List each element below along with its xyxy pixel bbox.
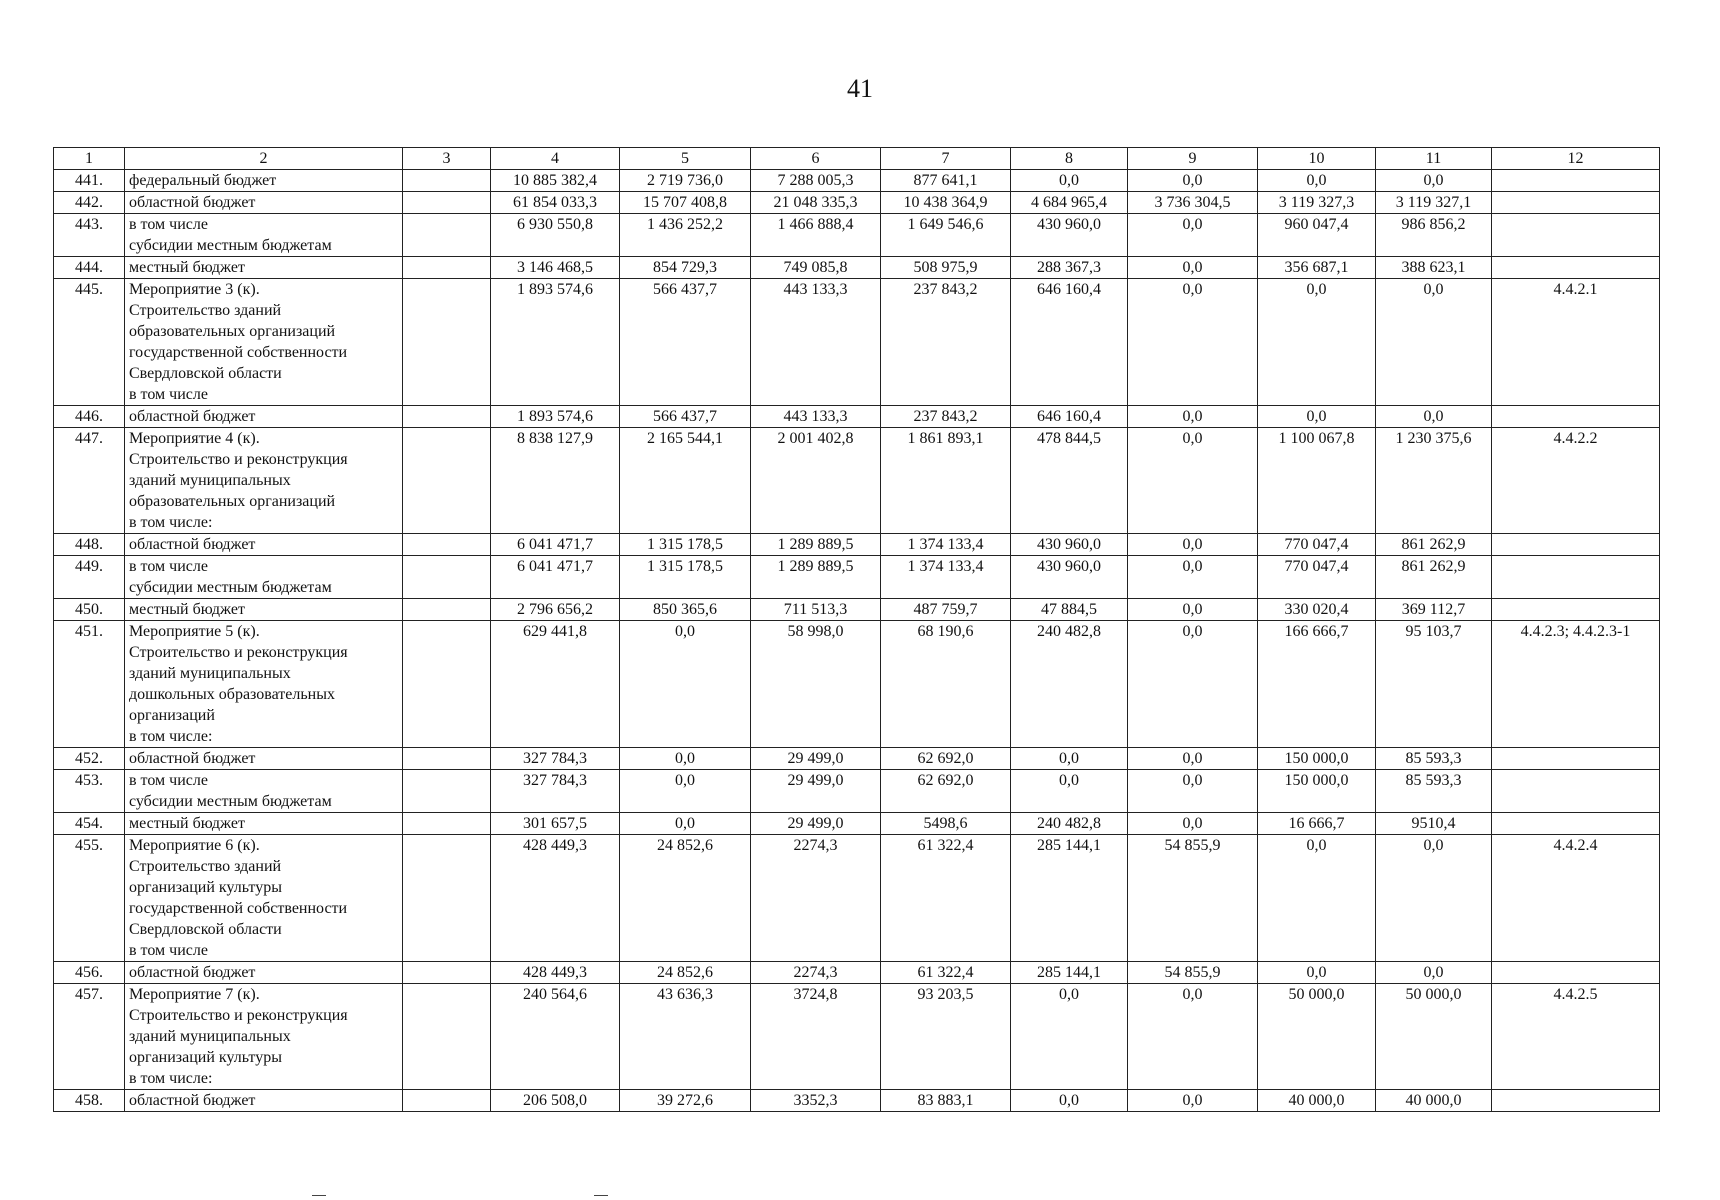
row-value: 428 449,3 — [491, 962, 620, 984]
row-col3 — [403, 1090, 491, 1112]
row-name — [125, 279, 403, 406]
row-value: 877 641,1 — [881, 170, 1011, 192]
row-value: 430 960,0 — [1011, 556, 1128, 599]
row-name-line: местный бюджет — [129, 601, 245, 618]
row-value: 0,0 — [1128, 599, 1258, 621]
row-name-line: в том числе — [129, 772, 208, 789]
column-header: 7 — [881, 148, 1011, 170]
row-number: 450. — [54, 599, 125, 621]
row-value: 960 047,4 — [1258, 214, 1376, 257]
row-number: 452. — [54, 748, 125, 770]
row-value: 3352,3 — [751, 1090, 881, 1112]
row-value: 0,0 — [1128, 748, 1258, 770]
row-value: 21 048 335,3 — [751, 192, 881, 214]
table-row — [54, 192, 1660, 214]
row-value: 1 649 546,6 — [881, 214, 1011, 257]
row-value: 0,0 — [1128, 406, 1258, 428]
row-number: 447. — [54, 428, 125, 534]
row-value: 2274,3 — [751, 835, 881, 962]
table-row — [54, 170, 1660, 192]
row-value: 749 085,8 — [751, 257, 881, 279]
row-value: 237 843,2 — [881, 279, 1011, 406]
row-col3 — [403, 621, 491, 748]
row-name-line: образовательных организаций — [129, 493, 336, 510]
row-value: 54 855,9 — [1128, 962, 1258, 984]
row-name-line: в том числе — [129, 386, 208, 403]
column-header: 12 — [1492, 148, 1660, 170]
row-col3 — [403, 835, 491, 962]
row-value: 0,0 — [620, 770, 751, 813]
row-name-line: зданий муниципальных — [129, 665, 291, 682]
row-name-line: областной бюджет — [129, 750, 256, 767]
row-value: 1 436 252,2 — [620, 214, 751, 257]
row-value: 327 784,3 — [491, 748, 620, 770]
table-row — [54, 770, 1660, 813]
column-header: 3 — [403, 148, 491, 170]
row-target: 4.4.2.2 — [1492, 428, 1660, 534]
row-value: 330 020,4 — [1258, 599, 1376, 621]
row-value: 40 000,0 — [1376, 1090, 1492, 1112]
row-target: 4.4.2.5 — [1492, 984, 1660, 1090]
row-value: 240 482,8 — [1011, 813, 1128, 835]
row-name-line: в том числе: — [129, 1070, 213, 1087]
row-value: 237 843,2 — [881, 406, 1011, 428]
row-name — [125, 770, 403, 813]
row-name — [125, 599, 403, 621]
row-value: 0,0 — [1011, 1090, 1128, 1112]
row-number: 444. — [54, 257, 125, 279]
row-value: 0,0 — [1128, 621, 1258, 748]
table-row — [54, 813, 1660, 835]
row-value: 861 262,9 — [1376, 556, 1492, 599]
row-name-line: в том числе — [129, 942, 208, 959]
row-value: 0,0 — [1128, 257, 1258, 279]
row-col3 — [403, 984, 491, 1090]
page-number: 41 — [847, 74, 873, 103]
row-name-line: субсидии местным бюджетам — [129, 579, 332, 596]
row-value: 6 041 471,7 — [491, 556, 620, 599]
row-col3 — [403, 192, 491, 214]
row-number: 456. — [54, 962, 125, 984]
table-row — [54, 279, 1660, 406]
row-name — [125, 406, 403, 428]
row-value: 0,0 — [1128, 556, 1258, 599]
row-number: 451. — [54, 621, 125, 748]
row-value: 2 165 544,1 — [620, 428, 751, 534]
row-name-line: Мероприятие 7 (к). — [129, 986, 260, 1003]
row-value: 150 000,0 — [1258, 748, 1376, 770]
row-name — [125, 1090, 403, 1112]
row-name — [125, 257, 403, 279]
row-name — [125, 556, 403, 599]
row-name-line: федеральный бюджет — [129, 172, 277, 189]
row-value: 3724,8 — [751, 984, 881, 1090]
table-row — [54, 962, 1660, 984]
row-value: 1 315 178,5 — [620, 556, 751, 599]
row-number: 441. — [54, 170, 125, 192]
row-value: 0,0 — [1128, 1090, 1258, 1112]
row-value: 3 119 327,1 — [1376, 192, 1492, 214]
row-number: 443. — [54, 214, 125, 257]
row-name-line: Мероприятие 5 (к). — [129, 623, 260, 640]
row-name-line: Свердловской области — [129, 365, 282, 382]
row-value: 850 365,6 — [620, 599, 751, 621]
row-name-line: организаций — [129, 707, 215, 724]
row-value: 2 719 736,0 — [620, 170, 751, 192]
row-col3 — [403, 406, 491, 428]
row-name-line: областной бюджет — [129, 408, 256, 425]
row-value: 0,0 — [1376, 962, 1492, 984]
row-name-line: зданий муниципальных — [129, 472, 291, 489]
table-row — [54, 214, 1660, 257]
row-name-line: Мероприятие 3 (к). — [129, 281, 260, 298]
row-value: 301 657,5 — [491, 813, 620, 835]
row-value: 68 190,6 — [881, 621, 1011, 748]
row-value: 1 230 375,6 — [1376, 428, 1492, 534]
row-target: 4.4.2.4 — [1492, 835, 1660, 962]
row-value: 9510,4 — [1376, 813, 1492, 835]
row-col3 — [403, 599, 491, 621]
column-header: 5 — [620, 148, 751, 170]
row-name — [125, 748, 403, 770]
row-value: 0,0 — [1258, 962, 1376, 984]
row-col3 — [403, 170, 491, 192]
row-value: 0,0 — [1258, 406, 1376, 428]
column-header: 4 — [491, 148, 620, 170]
row-value: 6 041 471,7 — [491, 534, 620, 556]
row-value: 2274,3 — [751, 962, 881, 984]
row-value: 6 930 550,8 — [491, 214, 620, 257]
row-value: 62 692,0 — [881, 748, 1011, 770]
row-name-line: областной бюджет — [129, 964, 256, 981]
row-name-line: в том числе — [129, 216, 208, 233]
row-name — [125, 534, 403, 556]
row-target — [1492, 770, 1660, 813]
row-name — [125, 192, 403, 214]
row-name — [125, 984, 403, 1090]
footer-dash — [312, 1195, 326, 1196]
row-target — [1492, 406, 1660, 428]
row-name-line: Строительство зданий — [129, 858, 282, 875]
row-value: 2 001 402,8 — [751, 428, 881, 534]
row-name-line: Свердловской области — [129, 921, 282, 938]
row-target — [1492, 962, 1660, 984]
row-value: 0,0 — [1376, 170, 1492, 192]
column-header: 1 — [54, 148, 125, 170]
row-value: 646 160,4 — [1011, 406, 1128, 428]
row-value: 0,0 — [1128, 984, 1258, 1090]
row-value: 0,0 — [1258, 170, 1376, 192]
row-col3 — [403, 556, 491, 599]
footer-dash — [594, 1195, 608, 1196]
row-name-line: местный бюджет — [129, 259, 245, 276]
row-value: 0,0 — [1376, 835, 1492, 962]
row-value: 430 960,0 — [1011, 534, 1128, 556]
row-value: 566 437,7 — [620, 406, 751, 428]
row-value: 861 262,9 — [1376, 534, 1492, 556]
row-value: 0,0 — [1376, 406, 1492, 428]
row-value: 50 000,0 — [1376, 984, 1492, 1090]
row-value: 1 893 574,6 — [491, 406, 620, 428]
row-value: 5498,6 — [881, 813, 1011, 835]
row-value: 1 289 889,5 — [751, 534, 881, 556]
row-name-line: Мероприятие 4 (к). — [129, 430, 260, 447]
row-value: 369 112,7 — [1376, 599, 1492, 621]
row-value: 508 975,9 — [881, 257, 1011, 279]
row-value: 85 593,3 — [1376, 748, 1492, 770]
row-name-line: в том числе — [129, 558, 208, 575]
row-value: 15 707 408,8 — [620, 192, 751, 214]
row-value: 0,0 — [1258, 279, 1376, 406]
row-name-line: в том числе: — [129, 728, 213, 745]
table-row — [54, 257, 1660, 279]
table-row — [54, 1090, 1660, 1112]
row-value: 388 623,1 — [1376, 257, 1492, 279]
row-number: 448. — [54, 534, 125, 556]
row-value: 0,0 — [1011, 984, 1128, 1090]
row-value: 85 593,3 — [1376, 770, 1492, 813]
row-value: 7 288 005,3 — [751, 170, 881, 192]
row-number: 442. — [54, 192, 125, 214]
row-value: 0,0 — [1128, 214, 1258, 257]
row-value: 4 684 965,4 — [1011, 192, 1128, 214]
row-name-line: Мероприятие 6 (к). — [129, 837, 260, 854]
row-value: 854 729,3 — [620, 257, 751, 279]
row-value: 0,0 — [1128, 428, 1258, 534]
row-name-line: областной бюджет — [129, 194, 256, 211]
row-target: 4.4.2.1 — [1492, 279, 1660, 406]
table-row — [54, 556, 1660, 599]
row-value: 61 322,4 — [881, 835, 1011, 962]
row-value: 770 047,4 — [1258, 556, 1376, 599]
row-value: 3 736 304,5 — [1128, 192, 1258, 214]
row-value: 0,0 — [1128, 534, 1258, 556]
row-value: 566 437,7 — [620, 279, 751, 406]
row-value: 0,0 — [1128, 279, 1258, 406]
row-value: 1 374 133,4 — [881, 534, 1011, 556]
row-value: 3 119 327,3 — [1258, 192, 1376, 214]
row-value: 443 133,3 — [751, 406, 881, 428]
row-col3 — [403, 962, 491, 984]
row-value: 430 960,0 — [1011, 214, 1128, 257]
row-value: 327 784,3 — [491, 770, 620, 813]
row-value: 10 885 382,4 — [491, 170, 620, 192]
row-value: 1 861 893,1 — [881, 428, 1011, 534]
budget-table — [53, 147, 1660, 1112]
row-target — [1492, 257, 1660, 279]
row-target: 4.4.2.3; 4.4.2.3-1 — [1492, 621, 1660, 748]
row-col3 — [403, 428, 491, 534]
row-value: 54 855,9 — [1128, 835, 1258, 962]
row-name-line: Строительство и реконструкция — [129, 451, 348, 468]
row-name — [125, 428, 403, 534]
row-value: 50 000,0 — [1258, 984, 1376, 1090]
row-value: 288 367,3 — [1011, 257, 1128, 279]
table-row — [54, 428, 1660, 534]
row-value: 646 160,4 — [1011, 279, 1128, 406]
row-col3 — [403, 770, 491, 813]
row-name-line: областной бюджет — [129, 1092, 256, 1109]
row-value: 285 144,1 — [1011, 962, 1128, 984]
table-row — [54, 748, 1660, 770]
row-number: 453. — [54, 770, 125, 813]
row-value: 61 322,4 — [881, 962, 1011, 984]
row-value: 62 692,0 — [881, 770, 1011, 813]
row-value: 93 203,5 — [881, 984, 1011, 1090]
row-name-line: Строительство и реконструкция — [129, 1007, 348, 1024]
row-name — [125, 813, 403, 835]
row-value: 166 666,7 — [1258, 621, 1376, 748]
row-value: 10 438 364,9 — [881, 192, 1011, 214]
row-value: 47 884,5 — [1011, 599, 1128, 621]
column-header: 6 — [751, 148, 881, 170]
row-value: 1 289 889,5 — [751, 556, 881, 599]
row-name-line: дошкольных образовательных — [129, 686, 335, 703]
row-value: 29 499,0 — [751, 748, 881, 770]
row-name — [125, 835, 403, 962]
row-number: 457. — [54, 984, 125, 1090]
row-value: 0,0 — [620, 748, 751, 770]
row-number: 455. — [54, 835, 125, 962]
row-value: 1 374 133,4 — [881, 556, 1011, 599]
row-target — [1492, 748, 1660, 770]
row-value: 240 564,6 — [491, 984, 620, 1090]
row-name-line: организаций культуры — [129, 879, 282, 896]
column-header: 8 — [1011, 148, 1128, 170]
row-value: 95 103,7 — [1376, 621, 1492, 748]
row-value: 0,0 — [1128, 813, 1258, 835]
row-number: 446. — [54, 406, 125, 428]
row-name-line: в том числе: — [129, 514, 213, 531]
row-value: 16 666,7 — [1258, 813, 1376, 835]
table-row — [54, 984, 1660, 1090]
row-value: 629 441,8 — [491, 621, 620, 748]
table-row — [54, 621, 1660, 748]
row-value: 0,0 — [1258, 835, 1376, 962]
row-value: 3 146 468,5 — [491, 257, 620, 279]
row-value: 0,0 — [620, 621, 751, 748]
row-name — [125, 962, 403, 984]
row-value: 0,0 — [1128, 770, 1258, 813]
row-value: 39 272,6 — [620, 1090, 751, 1112]
row-value: 428 449,3 — [491, 835, 620, 962]
row-target — [1492, 556, 1660, 599]
row-value: 1 466 888,4 — [751, 214, 881, 257]
row-value: 43 636,3 — [620, 984, 751, 1090]
column-header: 9 — [1128, 148, 1258, 170]
table-row — [54, 599, 1660, 621]
table-header-row — [54, 148, 1660, 170]
row-value: 150 000,0 — [1258, 770, 1376, 813]
column-header: 10 — [1258, 148, 1376, 170]
row-target — [1492, 192, 1660, 214]
row-value: 61 854 033,3 — [491, 192, 620, 214]
table-row — [54, 534, 1660, 556]
row-value: 1 315 178,5 — [620, 534, 751, 556]
row-value: 0,0 — [620, 813, 751, 835]
row-name-line: зданий муниципальных — [129, 1028, 291, 1045]
row-name — [125, 621, 403, 748]
row-value: 487 759,7 — [881, 599, 1011, 621]
row-value: 29 499,0 — [751, 770, 881, 813]
row-col3 — [403, 279, 491, 406]
row-name-line: областной бюджет — [129, 536, 256, 553]
row-col3 — [403, 257, 491, 279]
row-target — [1492, 813, 1660, 835]
row-value: 356 687,1 — [1258, 257, 1376, 279]
row-value: 1 100 067,8 — [1258, 428, 1376, 534]
row-value: 1 893 574,6 — [491, 279, 620, 406]
row-target — [1492, 1090, 1660, 1112]
row-value: 83 883,1 — [881, 1090, 1011, 1112]
column-header: 2 — [125, 148, 403, 170]
row-name-line: государственной собственности — [129, 900, 348, 917]
row-value: 478 844,5 — [1011, 428, 1128, 534]
row-name — [125, 170, 403, 192]
row-col3 — [403, 214, 491, 257]
row-number: 449. — [54, 556, 125, 599]
row-value: 711 513,3 — [751, 599, 881, 621]
row-name-line: местный бюджет — [129, 815, 245, 832]
row-col3 — [403, 813, 491, 835]
column-header: 11 — [1376, 148, 1492, 170]
row-target — [1492, 599, 1660, 621]
row-value: 206 508,0 — [491, 1090, 620, 1112]
row-value: 443 133,3 — [751, 279, 881, 406]
table-row — [54, 406, 1660, 428]
table-row — [54, 835, 1660, 962]
row-value: 0,0 — [1011, 170, 1128, 192]
row-number: 454. — [54, 813, 125, 835]
row-name-line: Строительство и реконструкция — [129, 644, 348, 661]
row-name-line: субсидии местным бюджетам — [129, 237, 332, 254]
row-name-line: образовательных организаций — [129, 323, 336, 340]
row-name-line: субсидии местным бюджетам — [129, 793, 332, 810]
row-number: 458. — [54, 1090, 125, 1112]
row-value: 24 852,6 — [620, 962, 751, 984]
row-number: 445. — [54, 279, 125, 406]
row-value: 240 482,8 — [1011, 621, 1128, 748]
row-name-line: государственной собственности — [129, 344, 348, 361]
row-value: 986 856,2 — [1376, 214, 1492, 257]
row-value: 0,0 — [1128, 170, 1258, 192]
row-value: 770 047,4 — [1258, 534, 1376, 556]
row-value: 29 499,0 — [751, 813, 881, 835]
row-value: 0,0 — [1011, 748, 1128, 770]
row-name-line: Строительство зданий — [129, 302, 282, 319]
row-value: 2 796 656,2 — [491, 599, 620, 621]
row-name-line: организаций культуры — [129, 1049, 282, 1066]
row-col3 — [403, 748, 491, 770]
row-value: 0,0 — [1376, 279, 1492, 406]
row-value: 24 852,6 — [620, 835, 751, 962]
row-target — [1492, 534, 1660, 556]
row-value: 285 144,1 — [1011, 835, 1128, 962]
row-value: 0,0 — [1011, 770, 1128, 813]
row-value: 40 000,0 — [1258, 1090, 1376, 1112]
row-target — [1492, 170, 1660, 192]
row-value: 58 998,0 — [751, 621, 881, 748]
row-value: 8 838 127,9 — [491, 428, 620, 534]
row-col3 — [403, 534, 491, 556]
row-name — [125, 214, 403, 257]
row-target — [1492, 214, 1660, 257]
